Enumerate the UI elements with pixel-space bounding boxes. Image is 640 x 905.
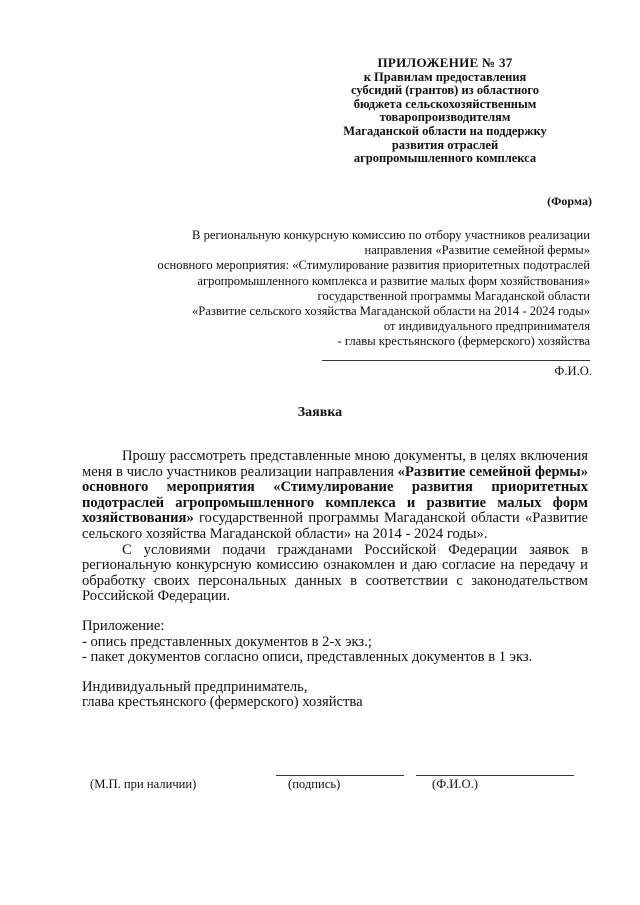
signer-title: глава крестьянского (фермерского) хозяйства (82, 694, 363, 711)
attachments-title: Приложение: (82, 617, 165, 634)
signature-fio-underline (416, 775, 574, 776)
request-paragraph (82, 449, 588, 543)
appendix-title: ПРИЛОЖЕНИЕ № 37 (377, 55, 513, 70)
signature-underline (276, 775, 404, 776)
document-title: Заявка (297, 405, 343, 420)
appendix-line: к Правилам предоставления (363, 69, 527, 84)
addressee-line: агропромышленного комплекса и развитие малых форм хозяйствования» (197, 273, 590, 288)
appendix-line: развития отраслей (391, 137, 499, 152)
signature-label: (подпись) (288, 777, 341, 791)
addressee-block (120, 228, 590, 350)
application-body (82, 449, 588, 711)
addressee-line: от индивидуального предпринимателя (383, 319, 590, 334)
addressee-line: В региональную конкурсную комиссию по отбору участников реализации (192, 228, 590, 242)
addressee-line: - главы крестьянского (фермерского) хозяйства (337, 334, 590, 349)
appendix-line: субсидий (грантов) из областного (350, 83, 540, 98)
request-text-start: Прошу рассмотреть представленные мною документы, в целях включения меня в число участников реализации направления (82, 448, 588, 480)
request-text-bold: «Развитие семейной фермы» основного мероприятия «Стимулирование развития приоритетных подотраслей агропромышленного комплекса и развитие малых форм хозяйствования» (82, 463, 588, 527)
addressee-line: «Развитие сельского хозяйства Магаданской области на 2014 - 2024 годы» (191, 304, 590, 319)
spacer (82, 666, 588, 680)
spacer (82, 605, 588, 619)
addressee-line: направления «Развитие семейной фермы» (364, 243, 590, 258)
appendix-line: бюджета сельскохозяйственным (353, 96, 537, 111)
appendix-line: агропромышленного комплекса (353, 151, 537, 166)
appendix-header (300, 56, 590, 166)
signature-fio-label: (Ф.И.О.) (432, 777, 478, 791)
appendix-line: Магаданской области на поддержку (343, 123, 547, 138)
seal-label: (М.П. при наличии) (90, 777, 197, 791)
attachment-item: - пакет документов согласно описи, представленных документов в 1 экз. (82, 649, 533, 666)
signer-title: Индивидуальный предприниматель, (82, 678, 308, 695)
addressee-line: государственной программы Магаданской области (317, 288, 590, 303)
appendix-line: товаропроизводителям (379, 110, 511, 125)
attachment-item: - опись представленных документов в 2-х экз.; (82, 633, 372, 650)
addressee-line: основного мероприятия: «Стимулирование развития приоритетных подотраслей (157, 258, 590, 273)
applicant-fio-underline (322, 360, 590, 361)
request-text-end: государственной программы Магаданской области «Развитие сельского хозяйства Магаданской области» на 2014 - 2024 годы». (82, 510, 588, 542)
form-label: (Форма) (547, 194, 592, 208)
applicant-fio-label: Ф.И.О. (554, 364, 592, 378)
consent-paragraph: С условиями подачи гражданами Российской Федерации заявок в региональную конкурсную комиссию ознакомлен и даю согласие на передачу и обработку своих персональных данных в соответствии с законодательством Российской Федерации. (82, 541, 588, 605)
